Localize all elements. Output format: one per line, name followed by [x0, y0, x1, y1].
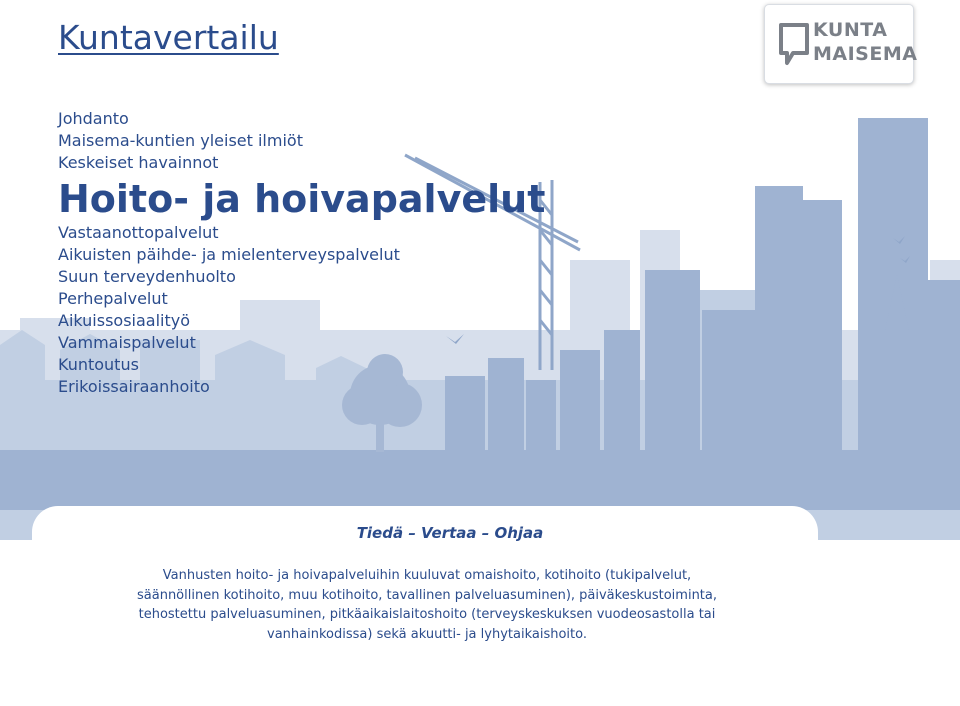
nav-item-vastaanottopalvelut[interactable]: Vastaanottopalvelut	[58, 223, 219, 242]
nav-item-paihde-ja-mielenterveys[interactable]: Aikuisten päihde- ja mielenterveyspalvelut	[58, 245, 400, 264]
logo-text-line2: MAISEMA	[813, 43, 918, 65]
nav-item-aikuissosiaalityo[interactable]: Aikuissosiaalityö	[58, 311, 191, 330]
tagline: Tiedä – Vertaa – Ohjaa	[356, 524, 544, 542]
nav-item-perhepalvelut[interactable]: Perhepalvelut	[58, 289, 168, 308]
nav-item-hoito-ja-hoivapalvelut[interactable]: Hoito- ja hoivapalvelut	[58, 177, 546, 221]
kuntamaisema-logo-icon	[777, 19, 815, 69]
nav-item-erikoissairaanhoito[interactable]: Erikoissairaanhoito	[58, 377, 210, 396]
description-line: tehostettu palveluasuminen, pitkäaikaislaitoshoito (terveyskeskuksen vuodeosastolla tai	[138, 607, 716, 622]
nav-item-kuntoutus[interactable]: Kuntoutus	[58, 355, 139, 374]
logo-text-line1: KUNTA	[813, 19, 888, 41]
section-navigation	[58, 108, 545, 398]
description-line: Vanhusten hoito- ja hoivapalveluihin kuuluvat omaishoito, kotihoito (tukipalvelut,	[162, 568, 692, 583]
description-line: vanhainkodissa) sekä akuutti- ja lyhytaikaishoito.	[267, 626, 587, 642]
nav-item-suun-terveydenhuolto[interactable]: Suun terveydenhuolto	[58, 267, 236, 286]
kuntamaisema-logo[interactable]	[764, 4, 918, 84]
nav-item-johdanto[interactable]: Johdanto	[58, 109, 129, 128]
page-title: Kuntavertailu	[58, 18, 279, 57]
nav-item-vammaispalvelut[interactable]: Vammaispalvelut	[58, 333, 196, 352]
nav-item-yleiset-ilmiot[interactable]: Maisema-kuntien yleiset ilmiöt	[58, 131, 303, 150]
nav-item-keskeiset-havainnot[interactable]: Keskeiset havainnot	[58, 153, 219, 172]
description-line: säännöllinen kotihoito, muu kotihoito, tavallinen palveluasuminen), päiväkeskustoiminta,	[137, 587, 717, 603]
section-description	[42, 566, 812, 644]
